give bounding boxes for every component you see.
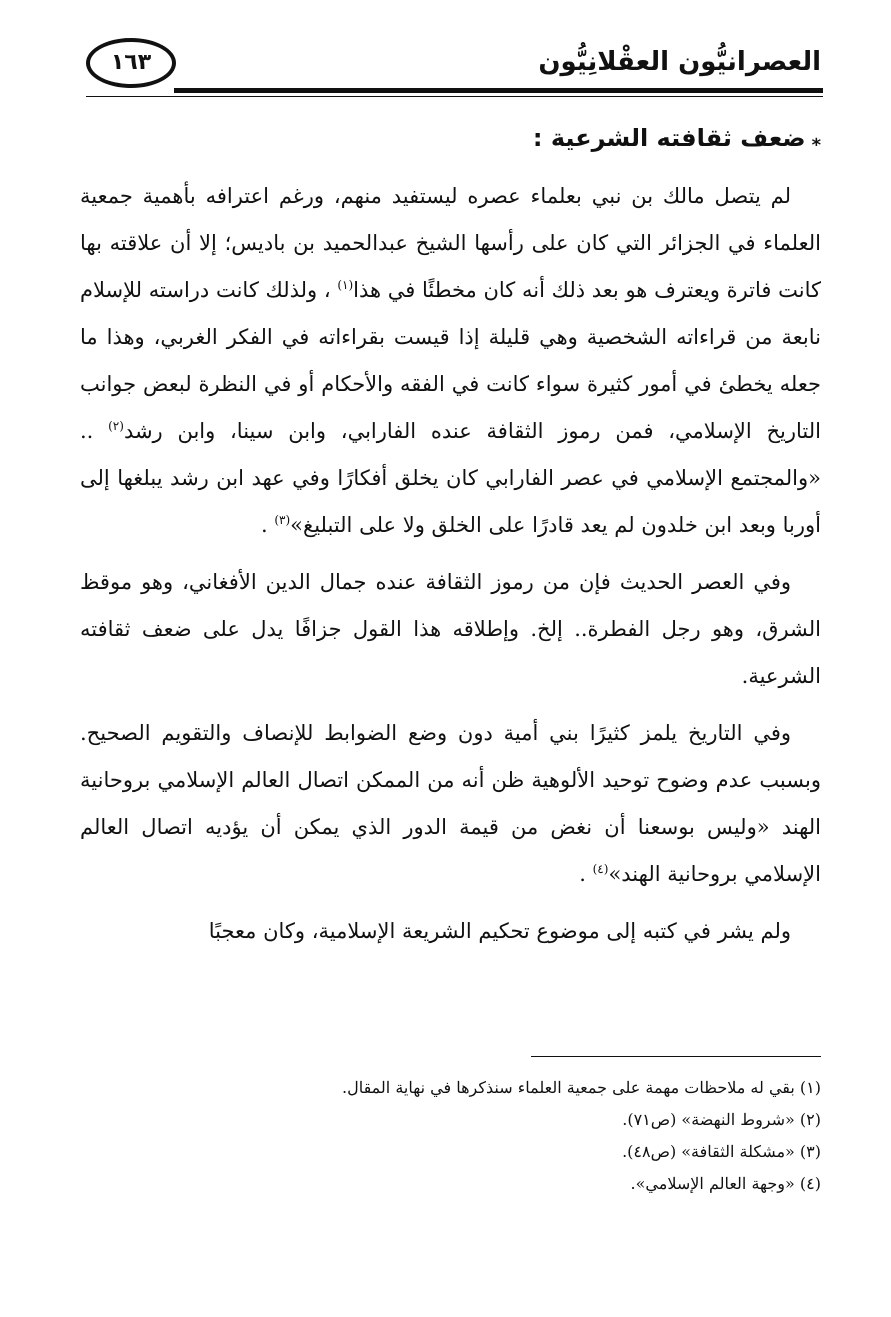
footnote: (١) بقي له ملاحظات مهمة على جمعية العلماء سنذكرها في نهاية المقال. <box>342 1078 821 1097</box>
paragraphs <box>80 173 821 955</box>
paragraph <box>80 173 821 549</box>
paragraph-text: ، ولذلك كانت دراسته للإسلام نابعة من قراءاته الشخصية وهي قليلة إذا قيست بقراءاته في الفكر الغربي، وهذا ما جعله يخطئ في أمور كثيرة سواء كانت في الفقه والأحكام أو في النظرة لبعض جوانب التاريخ الإسلامي، فمن رموز الثقافة عنده الفارابي، وابن سينا، وابن رشد <box>80 278 821 443</box>
footnote: (٢) «شروط النهضة» (ص٧١). <box>622 1110 821 1129</box>
paragraph-text: . <box>579 862 593 886</box>
paragraph-text: لم يتصل مالك بن نبي بعلماء عصره ليستفيد منهم، ورغم اعترافه بأهمية جمعية العلماء في الجزائر التي كان على رأسها الشيخ عبدالحميد بن باديس؛ إلا أن علاقته بها كانت فاترة ويعترف هو بعد ذلك أنه كان مخطئًا في هذا <box>80 184 821 302</box>
footnote-reference: (٢) <box>108 419 124 433</box>
body-text <box>80 118 821 965</box>
paragraph <box>80 908 821 955</box>
paragraph-text: .. «والمجتمع الإسلامي في عصر الفارابي كان يخلق أفكارًا وفي عهد ابن رشد يبلغها إلى أوربا وبعد ابن خلدون لم يعد قادرًا على الخلق ولا على التبليغ» <box>80 419 821 537</box>
footnotes <box>80 1072 821 1200</box>
asterisk-icon: ⁎ <box>811 130 821 151</box>
running-title: العصرانيُّون العقْلانِيُّون <box>538 47 821 77</box>
footnote-reference: (٤) <box>592 862 609 876</box>
footnote-reference: (٣) <box>274 513 291 527</box>
paragraph-text: ولم يشر في كتبه إلى موضوع تحكيم الشريعة الإسلامية، وكان معجبًا <box>208 919 791 943</box>
footnote-reference: (١) <box>337 278 354 292</box>
paragraph-text: . <box>260 513 275 537</box>
section-heading <box>80 118 821 161</box>
footnote-rule <box>531 1056 821 1057</box>
paragraph-text: وفي التاريخ يلمز كثيرًا بني أمية دون وضع الضوابط للإنصاف والتقويم الصحيح. وبسبب عدم وضوح توحيد الألوهية ظن أنه من الممكن اتصال العالم الإسلامي بروحانية الهند «وليس بوسعنا أن نغض من قيمة الدور الذي يمكن أن يؤديه اتصال العالم الإسلامي بروحانية الهند» <box>80 721 821 886</box>
paragraph <box>80 710 821 898</box>
header-rule-thin <box>86 96 823 97</box>
paragraph-text: وفي العصر الحديث فإن من رموز الثقافة عنده جمال الدين الأفغاني، وهو موقظ الشرق، وهو رجل الفطرة.. إلخ. وإطلاقه هذا القول جزافًا يدل على ضعف ثقافته الشرعية. <box>80 570 821 688</box>
footnote: (٤) «وجهة العالم الإسلامي». <box>630 1174 821 1193</box>
header-rule <box>174 88 823 93</box>
paragraph <box>80 559 821 700</box>
footnote: (٣) «مشكلة الثقافة» (ص٤٨). <box>622 1142 821 1161</box>
section-heading-text: ضعف ثقافته الشرعية : <box>532 124 806 152</box>
page-number: ١٦٣ <box>86 38 176 88</box>
